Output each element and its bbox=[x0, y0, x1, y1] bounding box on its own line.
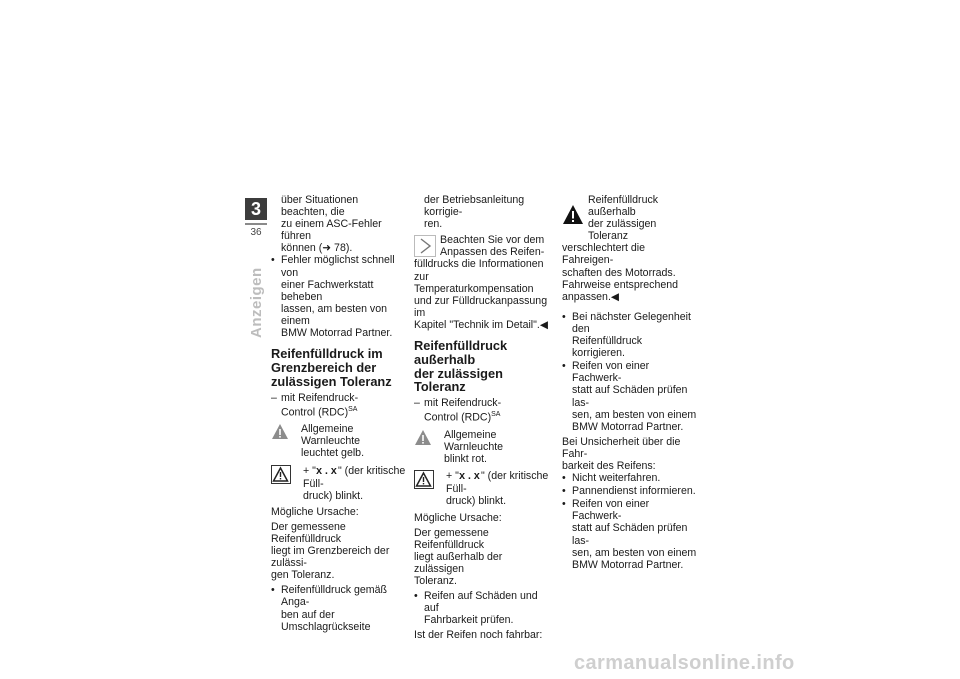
text-line: der Betriebsanleitung korrigie- bbox=[424, 194, 525, 219]
list-item bbox=[562, 498, 697, 571]
text-line: lassen, am besten von einem bbox=[281, 302, 387, 327]
note-block bbox=[414, 234, 549, 331]
text-line: • Reifen von einer Fachwerk- bbox=[572, 360, 650, 385]
text-line: zu einem ASC-Fehler führen bbox=[281, 218, 382, 243]
list-item bbox=[414, 397, 549, 424]
description bbox=[271, 521, 406, 581]
warning-block bbox=[562, 194, 697, 303]
heading-line: Grenzbereich der bbox=[271, 359, 377, 375]
text-line: ben auf der Umschlagrückseite bbox=[281, 608, 371, 633]
column-2 bbox=[414, 194, 549, 644]
text-line: • Fehler möglichst schnell von bbox=[281, 254, 395, 279]
cause-label: Mögliche Ursache: bbox=[414, 511, 502, 524]
text-line: Toleranz. bbox=[414, 574, 457, 587]
text-fragment: + " bbox=[446, 470, 459, 483]
text-line: liegt im Grenzbereich der zulässi- bbox=[271, 545, 390, 570]
warning-triangle-icon bbox=[414, 470, 434, 489]
warning-triangle-icon bbox=[414, 429, 432, 447]
text-line: Anpassen des Reifen- bbox=[440, 246, 545, 259]
text-line: sen, am besten von einem bbox=[572, 408, 697, 421]
text-line: Allgemeine Warnleuchte bbox=[444, 428, 504, 454]
text-line: • Reifen von einer Fachwerk- bbox=[572, 498, 650, 523]
text-line: Ist der Reifen noch fahrbar: bbox=[414, 629, 543, 642]
text-line: – mit Reifendruck- bbox=[424, 397, 502, 410]
display-row bbox=[414, 470, 549, 507]
list-item bbox=[562, 311, 697, 359]
column-3 bbox=[562, 194, 697, 574]
text-line: BMW Motorrad Partner. bbox=[572, 558, 684, 571]
text-line: Reifenfülldruck außerhalb bbox=[588, 194, 659, 219]
list-item bbox=[562, 360, 697, 433]
text-line: ren. bbox=[424, 218, 443, 231]
continued-text bbox=[414, 194, 549, 230]
text-line: Kapitel "Technik im Detail".◀ bbox=[414, 318, 549, 331]
text-line: über Situationen beachten, die bbox=[281, 194, 359, 219]
text-line: – mit Reifendruck- bbox=[281, 391, 359, 404]
text-line: sen, am besten von einem bbox=[572, 546, 697, 559]
text-line: leuchtet gelb. bbox=[301, 447, 365, 460]
section-heading bbox=[271, 347, 406, 388]
text-line: zur Temperaturkompensation bbox=[414, 270, 534, 295]
text-line: anpassen.◀ bbox=[562, 290, 620, 303]
chapter-side-label: Anzeigen bbox=[248, 267, 265, 338]
text-line: Reifenfülldruck korrigieren. bbox=[572, 335, 643, 360]
bullet-list bbox=[271, 584, 406, 632]
list-item bbox=[414, 590, 549, 626]
text-line: • Bei nächster Gelegenheit den bbox=[572, 310, 691, 335]
text-fragment: " (der kritische Füll- bbox=[446, 470, 549, 496]
list-item bbox=[271, 254, 406, 339]
sa-marker: SA bbox=[348, 405, 358, 413]
sa-marker: SA bbox=[491, 411, 501, 419]
text-line: • Reifenfülldruck gemäß Anga- bbox=[281, 584, 387, 609]
unsure-text bbox=[562, 436, 697, 472]
text-line: Beachten Sie vor dem bbox=[440, 234, 545, 247]
dash-list bbox=[414, 397, 549, 424]
bullet-list bbox=[562, 472, 697, 571]
text-line: Fahrweise entsprechend bbox=[562, 278, 679, 291]
text-line: statt auf Schäden prüfen las- bbox=[572, 522, 688, 547]
text-line: Der gemessene Reifenfülldruck bbox=[414, 526, 489, 551]
heading-line: zulässigen Toleranz bbox=[271, 373, 392, 389]
bullet-list bbox=[271, 254, 406, 339]
text-fragment: + " bbox=[303, 464, 316, 477]
text-line: blinkt rot. bbox=[444, 453, 487, 466]
bullet-list bbox=[414, 590, 549, 626]
warning-light-row bbox=[271, 423, 406, 459]
display-row bbox=[271, 465, 406, 502]
text-line: Der gemessene Reifenfülldruck bbox=[271, 520, 346, 545]
text-line: BMW Motorrad Partner. bbox=[281, 327, 393, 340]
heading-line: Reifenfülldruck im bbox=[271, 346, 383, 362]
text-line: gen Toleranz. bbox=[271, 569, 335, 582]
text-line: einer Fachwerkstatt beheben bbox=[281, 278, 374, 303]
text-line: und zur Fülldruckanpassung im bbox=[414, 294, 548, 319]
heading-line: Reifenfülldruck außerhalb bbox=[414, 338, 508, 367]
dash-list bbox=[271, 392, 406, 419]
text-line: Allgemeine Warnleuchte bbox=[301, 423, 361, 448]
text-line: fülldrucks die Informationen bbox=[414, 258, 544, 271]
section-heading bbox=[414, 339, 549, 394]
list-item bbox=[271, 584, 406, 632]
text-line: der zulässigen Toleranz bbox=[588, 218, 657, 243]
cause-label: Mögliche Ursache: bbox=[271, 505, 359, 518]
description bbox=[414, 527, 549, 587]
text-line: schaften des Motorrads. bbox=[562, 266, 676, 279]
display-code: x.x bbox=[458, 471, 481, 484]
display-code: x.x bbox=[315, 465, 338, 478]
intro-text bbox=[271, 194, 406, 254]
page-link[interactable]: können (➜ 78). bbox=[281, 242, 353, 255]
text-line: • Reifen auf Schäden und auf bbox=[424, 590, 538, 615]
page-number: 36 bbox=[245, 223, 267, 238]
text-line: verschlechtert die Fahreigen- bbox=[562, 242, 646, 267]
text-line: Fahrbarkeit prüfen. bbox=[424, 614, 514, 627]
warning-triangle-icon bbox=[271, 423, 289, 441]
text-line: Control (RDC) bbox=[424, 411, 492, 424]
text-line: Bei Unsicherheit über die Fahr- bbox=[562, 435, 681, 460]
text-line: druck) blinkt. bbox=[446, 495, 507, 508]
text-line: statt auf Schäden prüfen las- bbox=[572, 384, 688, 409]
text-line: druck) blinkt. bbox=[303, 489, 364, 502]
bullet-list bbox=[562, 311, 697, 433]
warning-light-row bbox=[414, 429, 549, 465]
heading-line: der zulässigen Toleranz bbox=[414, 365, 503, 395]
text-line: BMW Motorrad Partner. bbox=[572, 420, 684, 433]
watermark: carmanualsonline.info bbox=[574, 652, 795, 674]
list-item: • Pannendienst informieren. bbox=[562, 485, 697, 497]
text-fragment: " (der kritische Füll- bbox=[303, 464, 406, 490]
warning-triangle-icon bbox=[271, 465, 291, 484]
text-line: liegt außerhalb der zulässigen bbox=[414, 550, 503, 575]
list-item: • Nicht weiterfahren. bbox=[562, 472, 697, 484]
list-item bbox=[271, 392, 406, 419]
chapter-number: 3 bbox=[245, 198, 267, 220]
play-arrow-icon bbox=[414, 235, 436, 257]
warning-triangle-icon bbox=[562, 204, 584, 226]
text-line: barkeit des Reifens: bbox=[562, 459, 656, 472]
text-line: Control (RDC) bbox=[281, 406, 349, 419]
column-1 bbox=[271, 194, 406, 636]
chapter-badge bbox=[245, 198, 267, 238]
